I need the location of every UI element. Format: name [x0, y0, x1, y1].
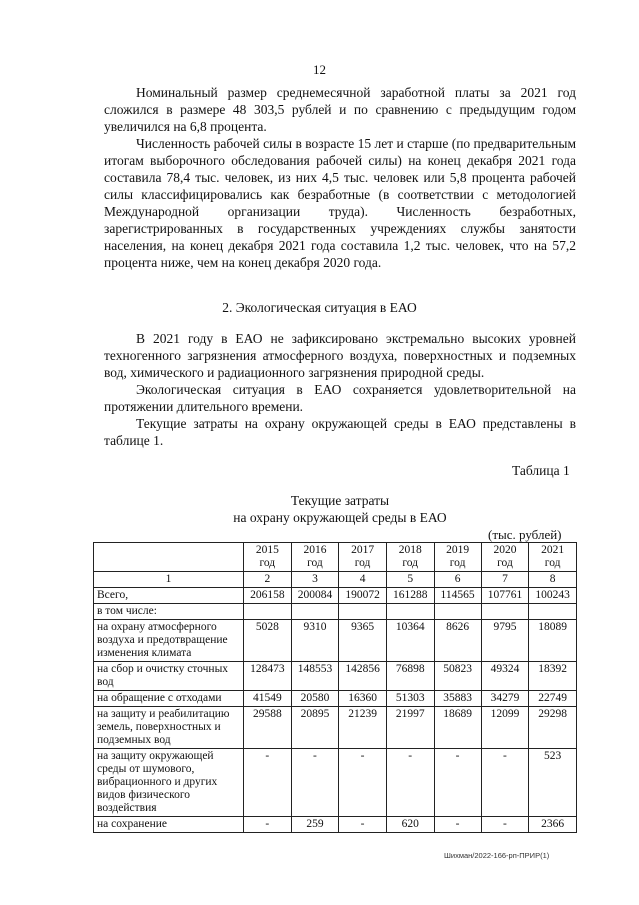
- table-cell: -: [339, 817, 387, 833]
- table-cell: -: [291, 749, 339, 817]
- table-cell: [339, 604, 387, 620]
- year-header: 2015 год: [244, 543, 292, 572]
- table-cell: 128473: [244, 662, 292, 691]
- table-cell: [481, 604, 529, 620]
- row-label: на защиту окружающей среды от шумового, вибрационного и других видов физического воздействия: [94, 749, 244, 817]
- table-caption: [104, 492, 576, 526]
- table-cell: 12099: [481, 707, 529, 749]
- table-cell: [244, 604, 292, 620]
- table-cell: 22749: [529, 691, 577, 707]
- table-cell: 49324: [481, 662, 529, 691]
- table-cell: 18089: [529, 620, 577, 662]
- table-row: [94, 691, 577, 707]
- column-number-row: [94, 572, 577, 588]
- table-cell: 41549: [244, 691, 292, 707]
- table-cell: -: [434, 817, 481, 833]
- column-number: 5: [386, 572, 434, 588]
- paragraph-eco-situation: Экологическая ситуация в ЕАО сохраняется удовлетворительной на протяжении длительного времени.: [104, 382, 576, 414]
- table-cell: [434, 604, 481, 620]
- table-cell: 206158: [244, 588, 292, 604]
- table-cell: -: [481, 817, 529, 833]
- table-cell: [291, 604, 339, 620]
- row-label: на сохранение: [94, 817, 244, 833]
- table-header-row: [94, 543, 577, 572]
- table-row: [94, 604, 577, 620]
- table-cell: [529, 604, 577, 620]
- paragraph-pollution: В 2021 году в ЕАО не зафиксировано экстремально высоких уровней техногенного загрязнения атмосферного воздуха, поверхностных и подземных вод, химического и радиационного загрязнения природной среды.: [104, 331, 576, 380]
- year-header: 2016 год: [291, 543, 339, 572]
- paragraph-workforce: Численность рабочей силы в возрасте 15 лет и старше (по предварительным итогам выборочного обследования рабочей силы) на конец декабря 2021 года составила 78,4 тыс. человек, из них 4,5 тыс. человек или 5,8 процента рабочей силы классифицировались как безработные (в соответствии с методологией Международной организации труда). Численность безработных, зарегистрированных в государственных учреждениях службы занятости населения, на конец декабря 2021 года составила 1,2 тыс. человек, что на 57,2 процента ниже, чем на конец декабря 2020 года.: [104, 136, 576, 270]
- column-number: 7: [481, 572, 529, 588]
- table-cell: 21997: [386, 707, 434, 749]
- body-text-block-1: [104, 84, 576, 271]
- year-header: 2019 год: [434, 543, 481, 572]
- table-cell: 114565: [434, 588, 481, 604]
- table-cell: -: [434, 749, 481, 817]
- section-title: 2. Экологическая ситуация в ЕАО: [222, 300, 417, 315]
- table-cell: 10364: [386, 620, 434, 662]
- table-cell: 34279: [481, 691, 529, 707]
- table-cell: 29588: [244, 707, 292, 749]
- table-cell: 20895: [291, 707, 339, 749]
- column-number: 1: [94, 572, 244, 588]
- paragraph-salary: Номинальный размер среднемесячной заработной платы за 2021 год сложился в размере 48 303,5 рублей и по сравнению с предыдущим годом увеличился на 6,8 процента.: [104, 85, 576, 134]
- column-number: 8: [529, 572, 577, 588]
- table-caption-line-1: Текущие затраты: [290, 493, 390, 508]
- document-footer-id: Шихман/2022-166-рп-ПРИР(1): [444, 851, 550, 860]
- table-cell: 50823: [434, 662, 481, 691]
- table-cell: 523: [529, 749, 577, 817]
- expenses-table: [93, 542, 577, 833]
- paragraph-table-intro: Текущие затраты на охрану окружающей среды в ЕАО представлены в таблице 1.: [104, 416, 576, 448]
- table-row: [94, 817, 577, 833]
- table-cell: 2366: [529, 817, 577, 833]
- table-label: Таблица 1: [512, 463, 570, 478]
- table-units: (тыс. рублей): [488, 527, 562, 542]
- row-label: на сбор и очистку сточных вод: [94, 662, 244, 691]
- table-cell: 35883: [434, 691, 481, 707]
- column-number: 6: [434, 572, 481, 588]
- table-cell: 9795: [481, 620, 529, 662]
- table-cell: 5028: [244, 620, 292, 662]
- column-number: 3: [291, 572, 339, 588]
- table-cell: 161288: [386, 588, 434, 604]
- table-row: [94, 662, 577, 691]
- table-cell: 148553: [291, 662, 339, 691]
- table-row: [94, 588, 577, 604]
- year-header: 2021 год: [529, 543, 577, 572]
- page-number: 12: [313, 62, 326, 77]
- table-cell: -: [244, 817, 292, 833]
- row-label: на обращение с отходами: [94, 691, 244, 707]
- column-number: 2: [244, 572, 292, 588]
- table-cell: 8626: [434, 620, 481, 662]
- table-header-empty: [94, 543, 244, 572]
- table-cell: 9365: [339, 620, 387, 662]
- table-cell: 259: [291, 817, 339, 833]
- table-row: [94, 620, 577, 662]
- year-header: 2018 год: [386, 543, 434, 572]
- row-label: Всего,: [94, 588, 244, 604]
- table-cell: -: [386, 749, 434, 817]
- table-cell: 190072: [339, 588, 387, 604]
- table-cell: 9310: [291, 620, 339, 662]
- table-cell: 20580: [291, 691, 339, 707]
- table-cell: [386, 604, 434, 620]
- table-cell: 18689: [434, 707, 481, 749]
- column-number: 4: [339, 572, 387, 588]
- table-row: [94, 707, 577, 749]
- table-caption-line-2: на охрану окружающей среды в ЕАО: [233, 510, 447, 525]
- row-label: в том числе:: [94, 604, 244, 620]
- table-cell: 29298: [529, 707, 577, 749]
- table-row: [94, 749, 577, 817]
- table-cell: 620: [386, 817, 434, 833]
- table-cell: 16360: [339, 691, 387, 707]
- table-cell: 18392: [529, 662, 577, 691]
- row-label: на охрану атмосферного воздуха и предотвращение изменения климата: [94, 620, 244, 662]
- row-label: на защиту и реабилитацию земель, поверхностных и подземных вод: [94, 707, 244, 749]
- table-cell: 107761: [481, 588, 529, 604]
- body-text-block-2: [104, 330, 576, 449]
- table-cell: 142856: [339, 662, 387, 691]
- table-cell: 200084: [291, 588, 339, 604]
- table-cell: 100243: [529, 588, 577, 604]
- table-cell: 76898: [386, 662, 434, 691]
- year-header: 2020 год: [481, 543, 529, 572]
- table-cell: -: [339, 749, 387, 817]
- table-cell: -: [481, 749, 529, 817]
- table-cell: 21239: [339, 707, 387, 749]
- table-cell: 51303: [386, 691, 434, 707]
- table-cell: -: [244, 749, 292, 817]
- year-header: 2017 год: [339, 543, 387, 572]
